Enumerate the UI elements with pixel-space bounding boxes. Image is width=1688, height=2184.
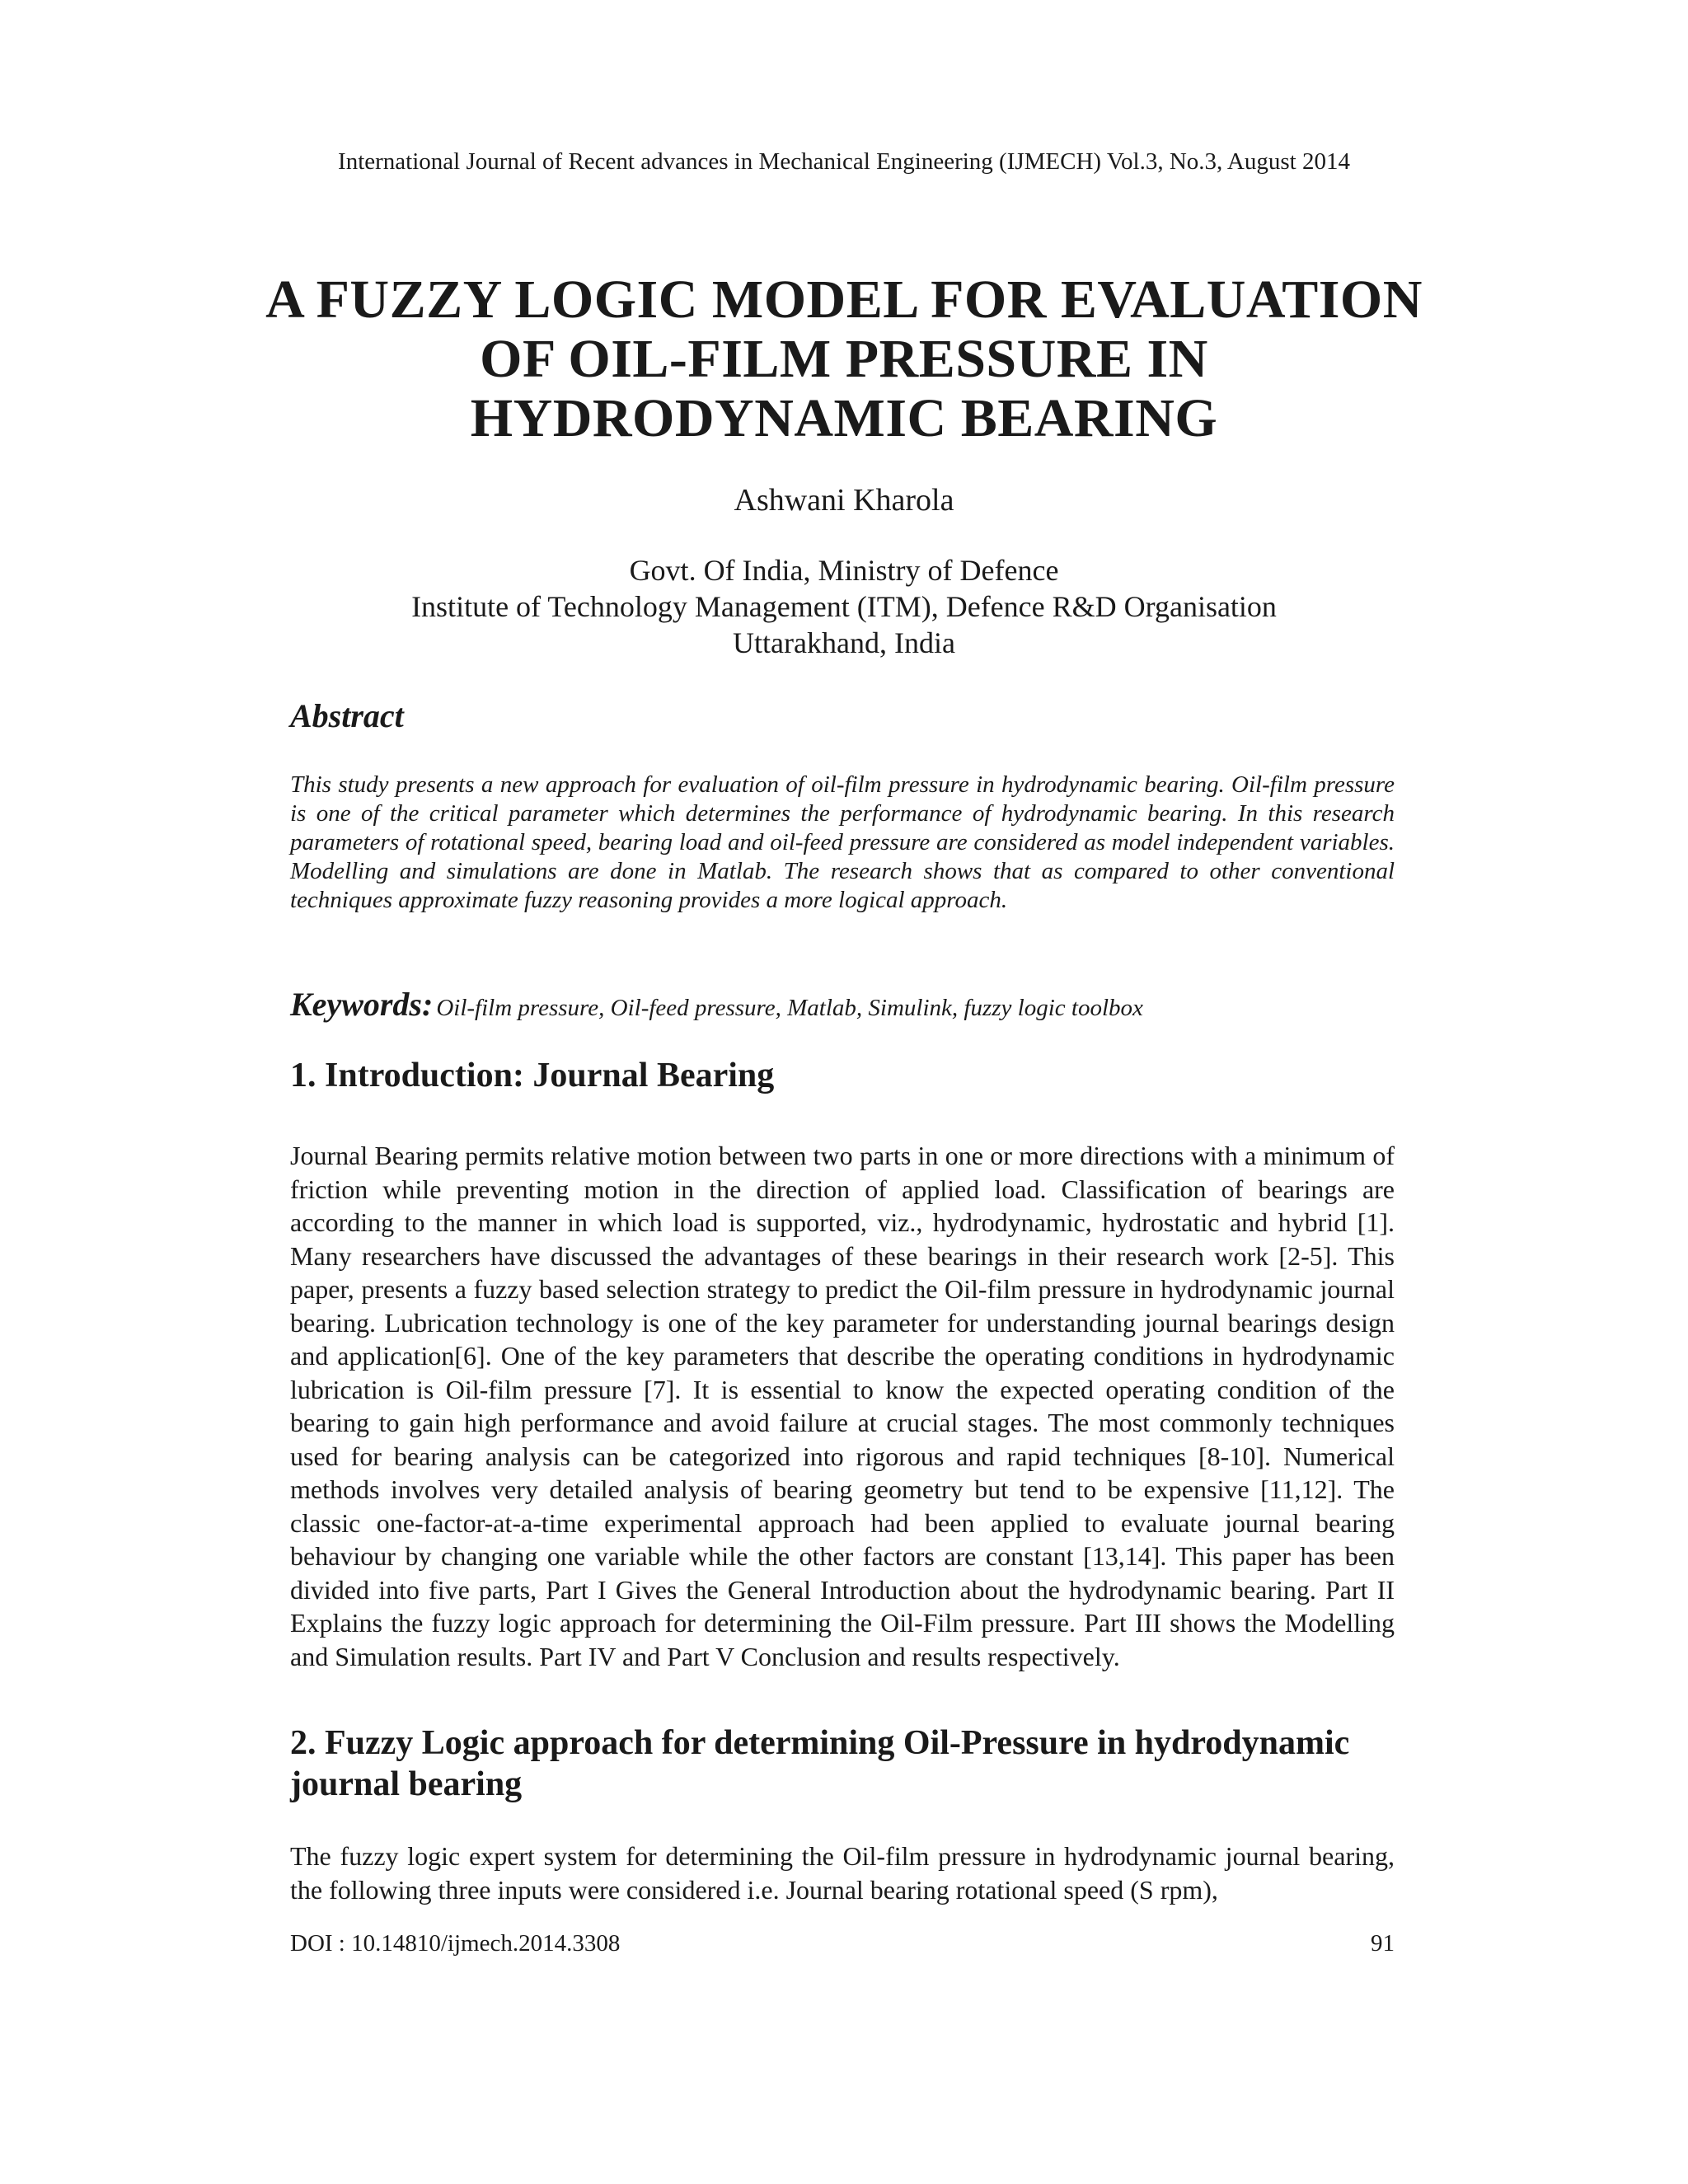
title-line: OF OIL-FILM PRESSURE IN (480, 329, 1208, 389)
fuzzy-logic-paragraph: The fuzzy logic expert system for determining the Oil-film pressure in hydrodynamic journal bearing, the following three inputs were considered i.e. Journal bearing rotational speed (S rpm), (290, 1841, 1395, 1905)
author-affiliation (0, 552, 1688, 661)
footer-doi: DOI : 10.14810/ijmech.2014.3308 (290, 1930, 621, 1957)
paper-title (165, 270, 1523, 448)
title-line: HYDRODYNAMIC BEARING (470, 388, 1218, 448)
section-heading-fuzzy-logic: 2. Fuzzy Logic approach for determining Oil-Pressure in hydrodynamic journal bearing (290, 1724, 1350, 1803)
affiliation-line: Uttarakhand, India (733, 626, 955, 659)
page-number: 91 (1371, 1930, 1395, 1957)
keywords (290, 985, 1395, 1024)
abstract-heading: Abstract (290, 697, 404, 734)
keywords-text: Oil-film pressure, Oil-feed pressure, Matlab, Simulink, fuzzy logic toolbox (436, 995, 1143, 1021)
affiliation-line: Govt. Of India, Ministry of Defence (629, 554, 1059, 587)
keywords-label: Keywords: (290, 986, 434, 1023)
introduction-paragraph: Journal Bearing permits relative motion between two parts in one or more directions with a minimum of friction while preventing motion in the direction of applied load. Classification of bearings are according to the manner in which load is supported, viz., hydrodynamic, hydrostatic and hybrid [1]. Many researchers have discussed the advantages of these bearings in their research work [2-5]. This paper, presents a fuzzy based selection strategy to predict the Oil-film pressure in hydrodynamic journal bearing. Lubrication technology is one of the key parameter for understanding journal bearings design and application[6]. One of the key parameters that describe the operating conditions in hydrodynamic lubrication is Oil-film pressure [7]. It is essential to know the expected operating condition of the bearing to gain high performance and avoid failure at crucial stages. The most commonly techniques used for bearing analysis can be categorized into rigorous and rapid techniques [8-10]. Numerical methods involves very detailed analysis of bearing geometry but tend to be expensive [11,12]. The classic one-factor-at-a-time experimental approach had been applied to evaluate journal bearing behaviour by changing one variable while the other factors are constant [13,14]. This paper has been divided into five parts, Part I Gives the General Introduction about the hydrodynamic bearing. Part II Explains the fuzzy logic approach for determining the Oil-Film pressure. Part III shows the Modelling and Simulation results. Part IV and Part V Conclusion and results respectively. (290, 1141, 1395, 1671)
affiliation-line: Institute of Technology Management (ITM), Defence R&D Organisation (411, 590, 1277, 623)
section-heading-introduction: 1. Introduction: Journal Bearing (290, 1057, 775, 1094)
title-line: A FUZZY LOGIC MODEL FOR EVALUATION (265, 269, 1423, 330)
author-name: Ashwani Kharola (734, 483, 954, 518)
journal-running-header: International Journal of Recent advances in Mechanical Engineering (IJMECH) Vol.3, No.3, August 2014 (338, 148, 1350, 175)
abstract-text: This study presents a new approach for evaluation of oil-film pressure in hydrodynamic bearing. Oil-film pressure is one of the critical parameter which determines the performance of hydrodynamic bearing. In this research parameters of rotational speed, bearing load and oil-feed pressure are considered as model independent variables. Modelling and simulations are done in Matlab. The research shows that as compared to other conventional techniques approximate fuzzy reasoning provides a more logical approach. (290, 771, 1395, 913)
